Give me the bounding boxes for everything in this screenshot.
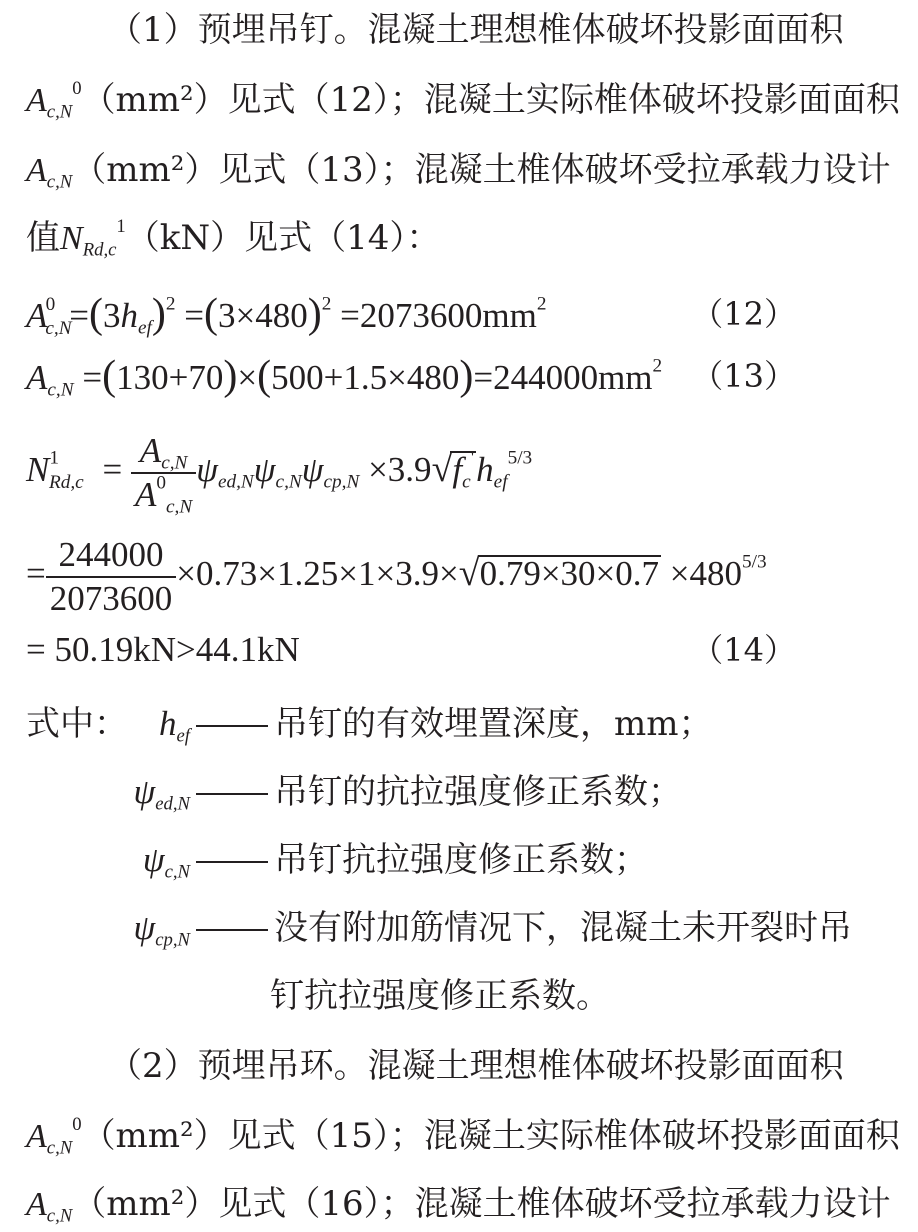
radicand: 0.79×30×0.7	[479, 554, 660, 593]
where-item-2	[190, 772, 682, 812]
equation-14-result: = 50.19kN>44.1kN	[26, 630, 300, 669]
em-dash	[196, 725, 268, 727]
para1-line3-text: （mm²）见式（13）；混凝土椎体破坏受拉承载力设计	[72, 150, 891, 190]
para2-line1: （2）预埋吊环。混凝土理想椎体破坏投影面面积	[108, 1046, 844, 1086]
em-dash	[196, 929, 268, 931]
numeric-fraction	[46, 534, 177, 620]
para2-line2-text: （mm²）见式（15）；混凝土实际椎体破坏投影面面积	[81, 1116, 900, 1156]
para1-line1: （1）预埋吊钉。混凝土理想椎体破坏投影面面积	[108, 10, 844, 50]
equation-14-line1: $N^1_{Rd,c}$ = $\frac{A_{c,N}}{A^0_{c,N}}$ $\psi_{ed,N}\psi_{c,N}\psi_{cp,N} \times 3.9√f_c'h_{ef}^{5/3}$	[26, 430, 533, 518]
para1-line2-text: （mm²）见式（12）；混凝土实际椎体破坏投影面面积	[81, 80, 900, 120]
fraction-numerator: 244000	[46, 534, 177, 578]
para1-line4-head: 值	[26, 218, 60, 258]
where-symbol-hef: $h_{ef}$	[159, 704, 190, 747]
em-dash	[196, 861, 268, 863]
where-symbol-psi-edN: $\psi_{ed,N}$	[133, 772, 190, 815]
fraction-denominator: 2073600	[49, 578, 173, 618]
where-desc-2: 吊钉的抗拉强度修正系数；	[274, 772, 682, 812]
para2-line3-text: （mm²）见式（16）；混凝土椎体破坏受拉承载力设计	[72, 1184, 891, 1224]
where-desc-1: 吊钉的有效埋置深度，mm；	[274, 704, 713, 744]
symbol-A-cN: $A_{c,N}$	[26, 152, 73, 193]
where-symbol-psi-cN: $\psi_{c,N}$	[142, 840, 190, 883]
where-desc-4: 没有附加筋情况下，混凝土未开裂时吊	[274, 908, 852, 948]
equation-14-line2: = $\frac{244000}{2073600}$ $\times 0.73\times 1.25\times 1\times 3.9\times√0.79\times 30\times 0.7 \times 480^{5/3}$	[26, 534, 767, 618]
where-symbol-psi-cpN: $\psi_{cp,N}$	[133, 908, 190, 951]
equation-12: $A_{c,N}^0 =(3h_{ef})^2 =(3\times 480)^2 =2073600mm^2$	[26, 291, 547, 339]
area-ratio-fraction: $\frac{A_{c,N}}{A^0_{c,N}}$	[131, 430, 196, 516]
where-label: 式中：	[26, 704, 128, 744]
em-dash	[196, 793, 268, 795]
where-item-4	[190, 908, 852, 948]
symbol-A-cN: $A_{c,N}$	[26, 1186, 73, 1227]
equation-13: $A_{c,N} =(130+70)\times(500+1.5\times 480)=244000mm^2$	[26, 353, 663, 401]
para1-line4-text: （kN）见式（14）：	[125, 218, 441, 258]
equation-14-number: （14）	[691, 631, 796, 669]
where-item-3	[190, 840, 648, 880]
symbol-A-cN0: $A_{c,N}^0$	[26, 78, 82, 123]
para1-line4	[26, 218, 440, 259]
para1-line2	[26, 80, 900, 121]
where-desc-3: 吊钉抗拉强度修正系数；	[274, 840, 648, 880]
where-item-1	[190, 704, 712, 744]
symbol-A-cN0: $A_{c,N}^0$	[26, 1114, 82, 1159]
equation-12-number: （12）	[691, 295, 796, 333]
para2-line3	[26, 1184, 891, 1225]
equation-13-number: （13）	[691, 357, 796, 395]
equation-14-factors: ×0.73×1.25×1×3.9×	[176, 554, 459, 593]
para2-line2	[26, 1116, 900, 1157]
symbol-N-Rdc1: $N_{Rd,c}^1$	[60, 216, 126, 261]
para1-line3	[26, 150, 891, 191]
where-continuation: 钉抗拉强度修正系数。	[270, 976, 610, 1016]
